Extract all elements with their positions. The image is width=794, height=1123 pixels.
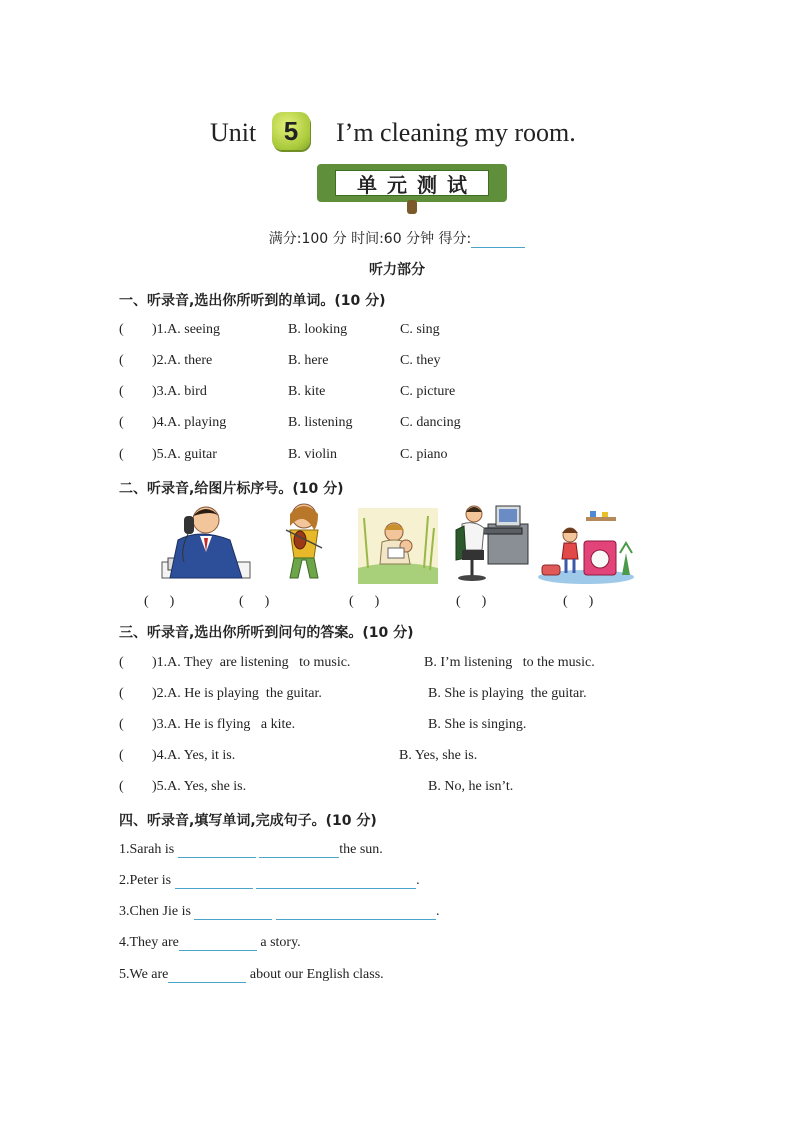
section1-row xyxy=(119,447,719,467)
option-c: C. piano xyxy=(400,447,448,462)
option-b: B. kite xyxy=(288,384,326,399)
blank-field[interactable] xyxy=(259,843,339,858)
option-c: C. they xyxy=(400,353,441,368)
fill-text: 5.We are xyxy=(119,967,169,982)
test-banner xyxy=(317,164,507,214)
man-on-phone-icon xyxy=(160,500,254,582)
answer-paren[interactable]: ( ) xyxy=(349,594,380,609)
option-a: )5.A. guitar xyxy=(152,447,217,462)
section3-row xyxy=(119,655,719,675)
option-a: )1.A. seeing xyxy=(152,322,221,337)
answer-paren[interactable]: ( xyxy=(119,686,124,701)
option-a: )5.A. Yes, she is. xyxy=(152,779,247,794)
answer-paren[interactable]: ( ) xyxy=(563,594,594,609)
blank-field[interactable] xyxy=(179,936,257,951)
section1-row xyxy=(119,353,719,373)
unit-title-bar xyxy=(0,112,794,162)
section3-title: 三、听录音,选出你所听到问句的答案。(10 分) xyxy=(119,625,414,641)
option-a: )3.A. bird xyxy=(152,384,207,399)
fill-line xyxy=(119,904,439,920)
fill-line xyxy=(119,935,301,951)
section1-row xyxy=(119,384,719,404)
answer-paren[interactable]: ( xyxy=(119,717,124,732)
blank-field[interactable] xyxy=(194,905,272,920)
option-a: )3.A. He is flying a kite. xyxy=(152,717,296,732)
fill-text: . xyxy=(416,873,420,888)
answer-paren[interactable]: ( xyxy=(119,779,124,794)
fill-text: the sun. xyxy=(339,842,383,857)
section3-row xyxy=(119,686,719,706)
section1-row xyxy=(119,322,719,342)
option-b: B. violin xyxy=(288,447,338,462)
option-b: B. I’m listening to the music. xyxy=(424,655,595,670)
fill-text: about our English class. xyxy=(246,967,384,982)
answer-paren[interactable]: ( xyxy=(119,384,124,399)
option-b: B. listening xyxy=(288,415,353,430)
score-info xyxy=(0,228,794,248)
option-b: B. She is singing. xyxy=(428,717,527,732)
unit-word: Unit xyxy=(210,118,257,147)
score-blank[interactable] xyxy=(471,233,525,248)
fill-text: 2.Peter is xyxy=(119,873,175,888)
blank-field[interactable] xyxy=(178,843,256,858)
option-c: C. sing xyxy=(400,322,440,337)
unit-title: I’m cleaning my room. xyxy=(336,118,576,147)
section1-row xyxy=(119,415,719,435)
girl-violin-icon xyxy=(278,500,328,582)
option-a: )2.A. there xyxy=(152,353,213,368)
blank-field[interactable] xyxy=(175,874,253,889)
answer-paren[interactable]: ( xyxy=(119,353,124,368)
man-computer-icon xyxy=(452,500,530,582)
answer-paren[interactable]: ( xyxy=(119,415,124,430)
answer-paren[interactable]: ( xyxy=(119,655,124,670)
blank-field[interactable] xyxy=(168,968,246,983)
fill-text: 1.Sarah is xyxy=(119,842,178,857)
section4-title: 四、听录音,填写单词,完成句子。(10 分) xyxy=(119,813,377,829)
option-b: B. No, he isn’t. xyxy=(428,779,514,794)
fill-text: . xyxy=(435,904,440,919)
section2-title: 二、听录音,给图片标序号。(10 分) xyxy=(119,481,344,497)
option-a: )1.A. They are listening to music. xyxy=(152,655,351,670)
option-c: C. dancing xyxy=(400,415,461,430)
option-a: )4.A. Yes, it is. xyxy=(152,748,236,763)
option-a: )2.A. He is playing the guitar. xyxy=(152,686,322,701)
banner-label: 单元测试 xyxy=(335,170,489,196)
blank-field[interactable] xyxy=(256,874,416,889)
answer-paren[interactable]: ( xyxy=(119,447,124,462)
unit-number-badge: 5 xyxy=(272,112,310,150)
answer-paren[interactable]: ( xyxy=(119,322,124,337)
answer-paren[interactable]: ( ) xyxy=(456,594,487,609)
section3-row xyxy=(119,779,719,799)
fill-text: 3.Chen Jie is xyxy=(119,904,195,919)
fill-text: a story. xyxy=(256,935,301,950)
answer-paren[interactable]: ( ) xyxy=(239,594,270,609)
fill-line xyxy=(119,842,383,858)
fill-line xyxy=(119,967,384,983)
mother-reading-icon xyxy=(358,505,438,587)
option-b: B. Yes, she is. xyxy=(399,748,478,763)
option-b: B. She is playing the guitar. xyxy=(428,686,587,701)
fill-text: 4.They are xyxy=(119,935,179,950)
score-info-text: 满分:100 分 时间:60 分钟 得分: xyxy=(268,231,472,247)
answer-paren[interactable]: ( xyxy=(119,748,124,763)
option-a: )4.A. playing xyxy=(152,415,227,430)
answer-paren[interactable]: ( ) xyxy=(144,594,175,609)
section1-title: 一、听录音,选出你所听到的单词。(10 分) xyxy=(119,293,386,309)
part-title: 听力部分 xyxy=(369,262,425,278)
option-b: B. looking xyxy=(288,322,348,337)
blank-field[interactable] xyxy=(276,905,436,920)
option-c: C. picture xyxy=(400,384,456,399)
section3-row xyxy=(119,717,719,737)
banner-tail-icon xyxy=(407,200,417,214)
girl-washing-icon xyxy=(536,508,636,590)
option-b: B. here xyxy=(288,353,329,368)
section3-row xyxy=(119,748,719,768)
fill-line xyxy=(119,873,420,889)
